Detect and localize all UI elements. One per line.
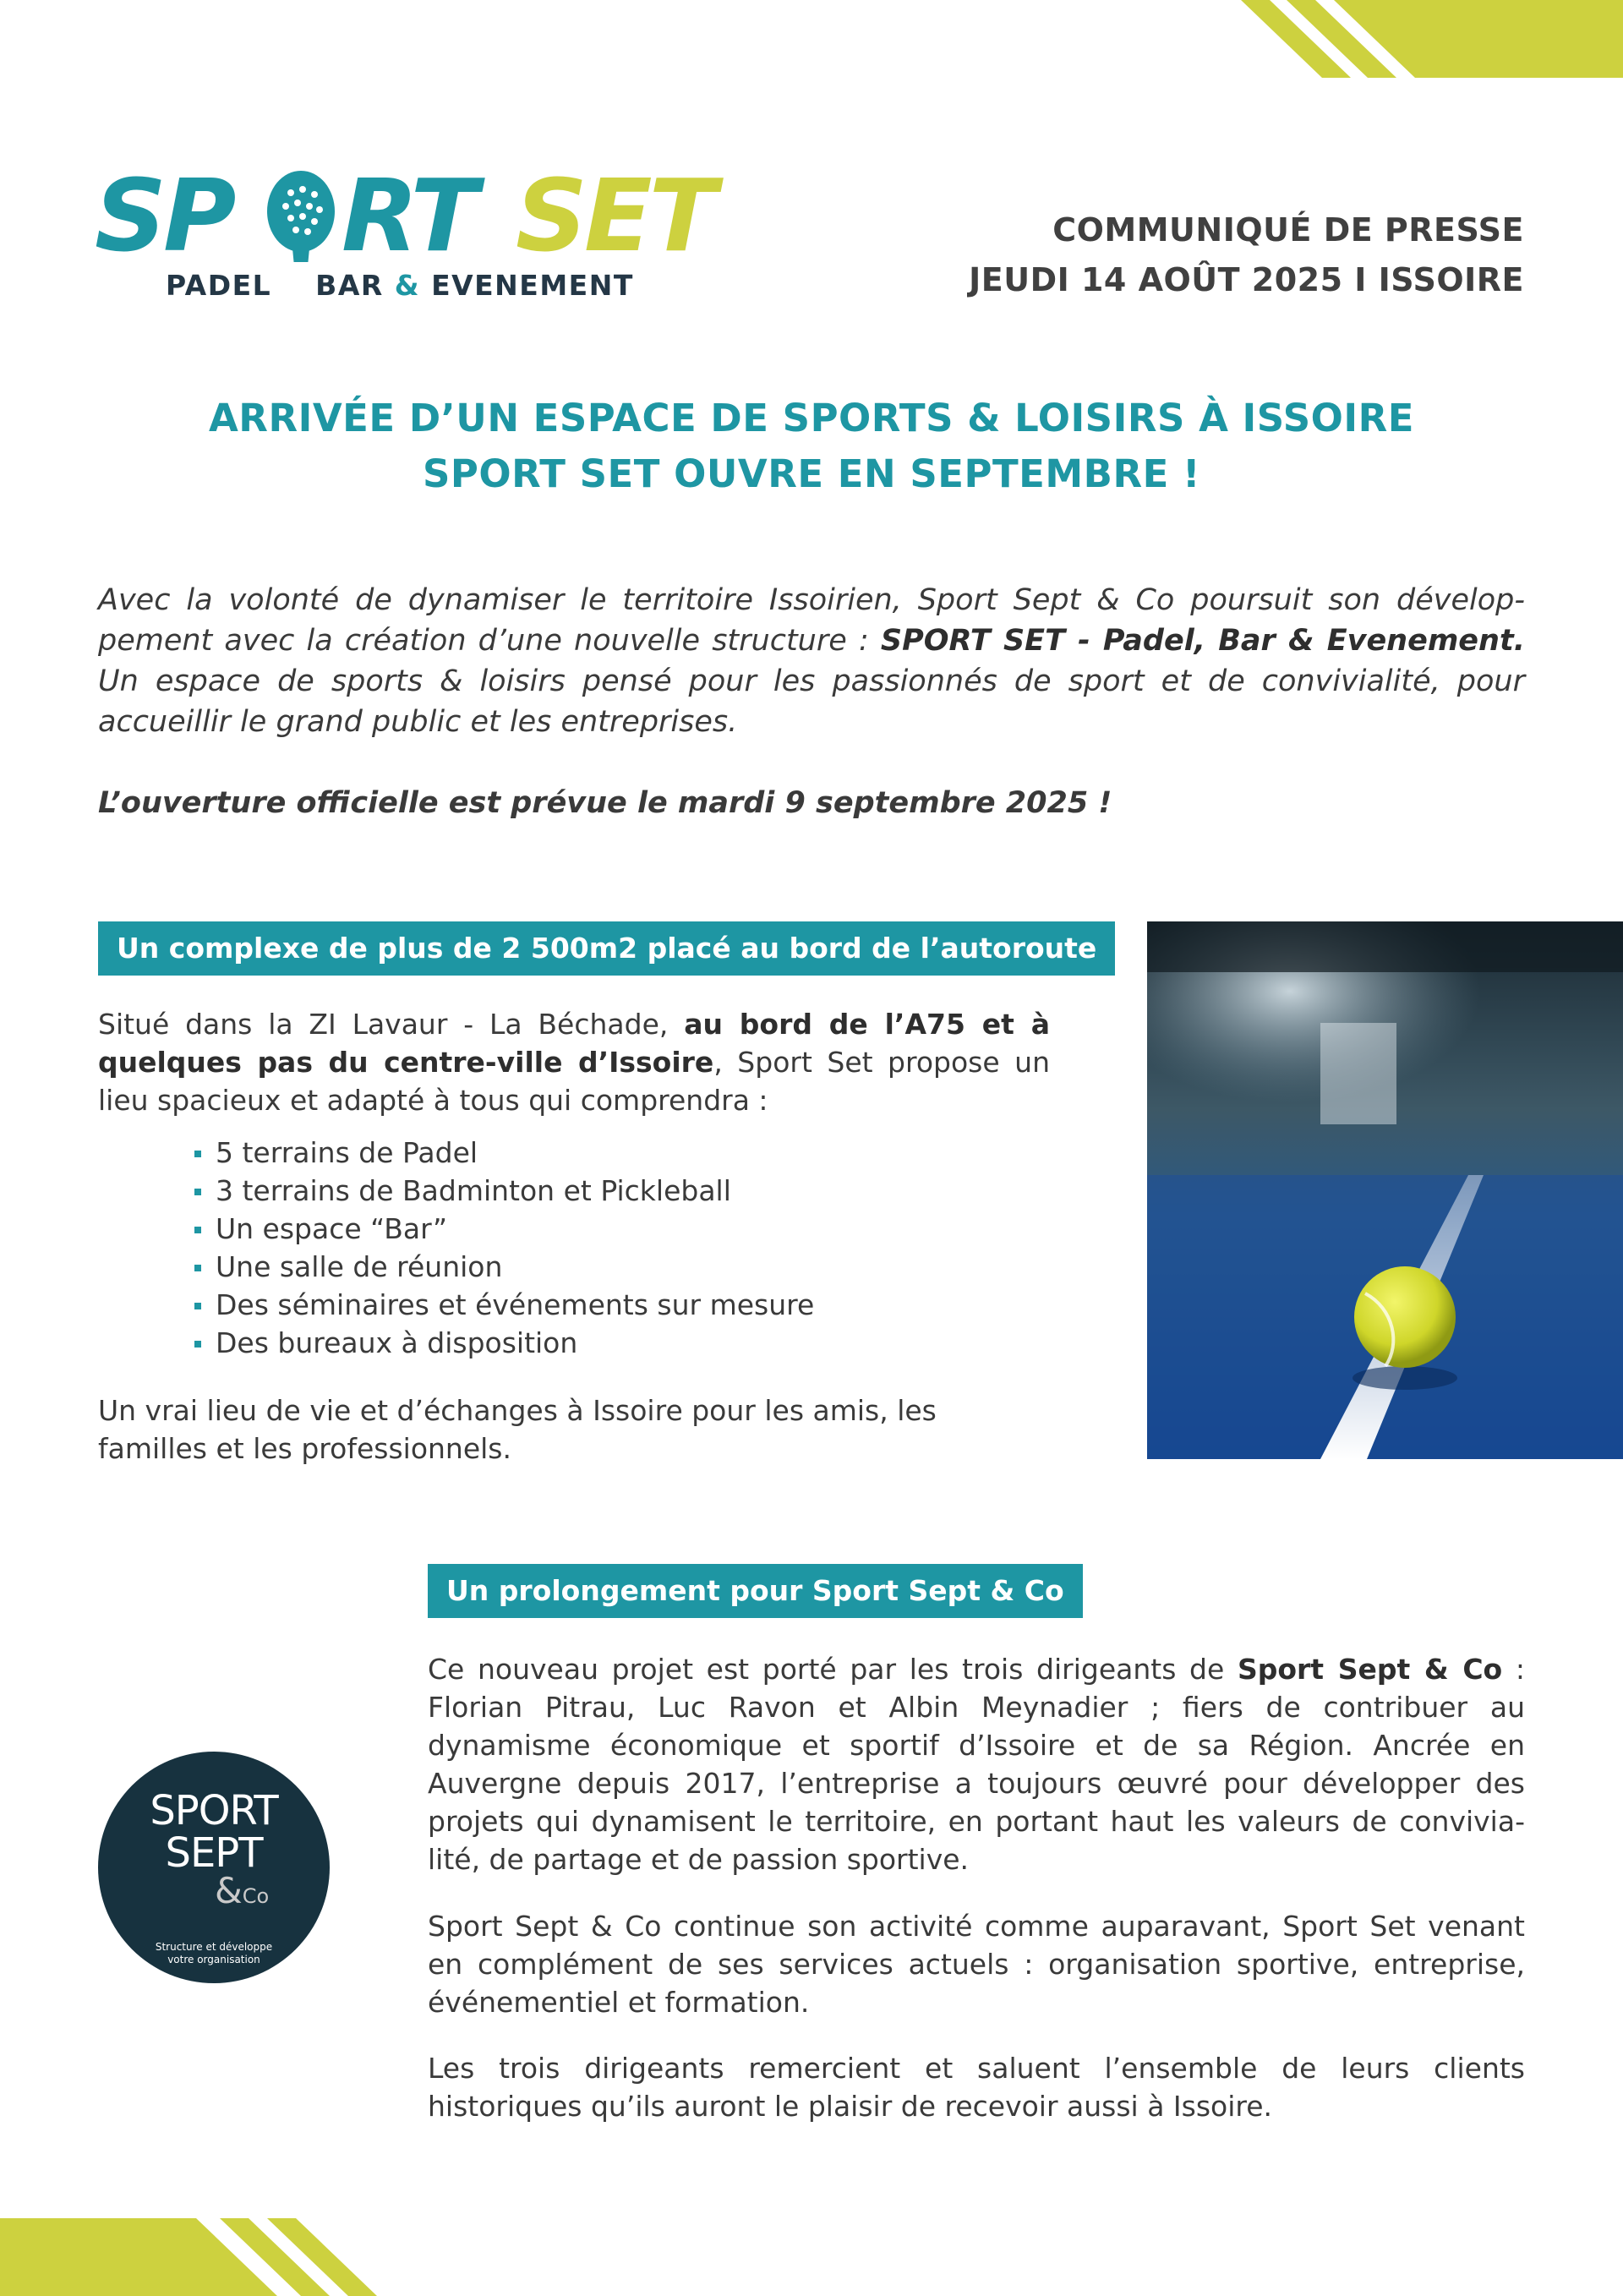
headline-line1: ARRIVÉE D’UN ESPACE DE SPORTS & LOISIRS À ISSOIRE bbox=[208, 396, 1414, 440]
section2-paragraph1 bbox=[428, 1650, 1525, 1878]
press-title: COMMUNIQUÉ DE PRESSE bbox=[1052, 211, 1524, 249]
padel-court-photo bbox=[1147, 921, 1623, 1459]
padel-racket-icon bbox=[267, 171, 335, 262]
intro-part2: Un espace de sports & loisirs pensé pour les passionnés de sport et de convivialité, pour accueillir le grand public et les entreprises. bbox=[98, 664, 1525, 739]
intro-paragraph bbox=[98, 580, 1525, 742]
section1-p1-b: , Sport Set propose un lieu spacieux et adapté à tous qui comprendra : bbox=[98, 1046, 1050, 1117]
badge-tagline2: votre organisation bbox=[167, 1954, 260, 1965]
logo-sub-padel: PADEL bbox=[166, 269, 272, 302]
section1-paragraph2: Un vrai lieu de vie et d’échanges à Issoire pour les amis, les familles et les professionnels. bbox=[98, 1394, 937, 1465]
corner-stripes-bottom bbox=[0, 2218, 397, 2296]
badge-line1: SPORT bbox=[150, 1787, 278, 1834]
list-item: Des séminaires et événements sur mesure bbox=[193, 1286, 814, 1324]
section2-heading: Un prolongement pour Sport Sept & Co bbox=[428, 1564, 1083, 1618]
badge-line2: SEPT bbox=[165, 1829, 263, 1877]
facilities-list bbox=[193, 1134, 814, 1362]
list-item: Un espace “Bar” bbox=[193, 1210, 814, 1248]
intro-bold: SPORT SET - Padel, Bar & Evenement. bbox=[880, 624, 1525, 658]
list-item: 5 terrains de Padel bbox=[193, 1134, 814, 1172]
headline bbox=[0, 391, 1623, 502]
opening-date: L’ouverture officielle est prévue le mardi 9 septembre 2025 ! bbox=[98, 786, 1112, 820]
logo-sub-bar: BAR bbox=[315, 269, 384, 302]
section2-paragraph3: Les trois dirigeants remercient et saluent l’ensemble de leurs clients historiques qu’ils auront le plaisir de recevoir aussi à Issoire. bbox=[428, 2052, 1525, 2123]
section1-heading: Un complexe de plus de 2 500m2 placé au bord de l’autoroute bbox=[98, 921, 1115, 976]
logo-sub-evenement: EVENEMENT bbox=[431, 269, 634, 302]
section2-p1-a: Ce nouveau projet est porté par les trois dirigeants de bbox=[428, 1653, 1238, 1686]
list-item: Des bureaux à disposition bbox=[193, 1324, 814, 1362]
badge-co: Co bbox=[242, 1884, 270, 1908]
press-date: JEUDI 14 AOÛT 2025 I ISSOIRE bbox=[969, 260, 1524, 298]
section1-paragraph1 bbox=[98, 1005, 1050, 1119]
logo-word-right: SET bbox=[516, 169, 714, 262]
headline-line2: SPORT SET OUVRE EN SEPTEMBRE ! bbox=[422, 451, 1201, 496]
section1-p1-a: Situé dans la ZI Lavaur - La Béchade, bbox=[98, 1008, 685, 1041]
logo-word-mid: RT bbox=[342, 169, 476, 262]
section2-p1-bold: Sport Sept & Co bbox=[1237, 1653, 1503, 1686]
badge-tagline1: Structure et développe bbox=[155, 1941, 273, 1953]
press-release-header bbox=[969, 205, 1524, 305]
badge-amp: & bbox=[215, 1870, 243, 1911]
badge-tagline bbox=[98, 1941, 330, 1966]
section2-paragraph2: Sport Sept & Co continue son activité comme auparavant, Sport Set venant en complément de ses services actuels : organisation sportive, entreprise, événementiel et formation. bbox=[428, 1910, 1525, 2019]
logo-sub-amp: & bbox=[394, 269, 421, 302]
logo-word-left: SP bbox=[95, 169, 233, 262]
corner-stripes-top bbox=[1217, 0, 1623, 78]
sportset-logo bbox=[95, 169, 746, 262]
section1-p1-bold: au bord de l’A75 et à quelques pas du centre-ville d’Issoire bbox=[98, 1008, 1050, 1079]
list-item: 3 terrains de Badminton et Pickleball bbox=[193, 1172, 814, 1210]
logo-subtitle bbox=[166, 269, 634, 302]
badge-amp-co bbox=[215, 1870, 269, 1911]
section2-p1-b: : Florian Pitrau, Luc Ravon et Albin Meynadier ; fiers de contribuer au dynamisme économique et sportif d’Issoire et de sa Région. Ancrée en Auvergne depuis 2017, l’entreprise a toujours œuvré pour développer des projets qui dynamisent le territoire, en portant haut les valeurs de convivialité, de partage et de passion sportive. bbox=[428, 1653, 1526, 1876]
intro-part1: Avec la volonté de dynamiser le territoire Issoirien, Sport Sept & Co poursuit son développement avec la création d’une nouvelle structure : bbox=[98, 583, 1525, 658]
sport-sept-co-logo bbox=[98, 1752, 330, 1983]
list-item: Une salle de réunion bbox=[193, 1248, 814, 1286]
